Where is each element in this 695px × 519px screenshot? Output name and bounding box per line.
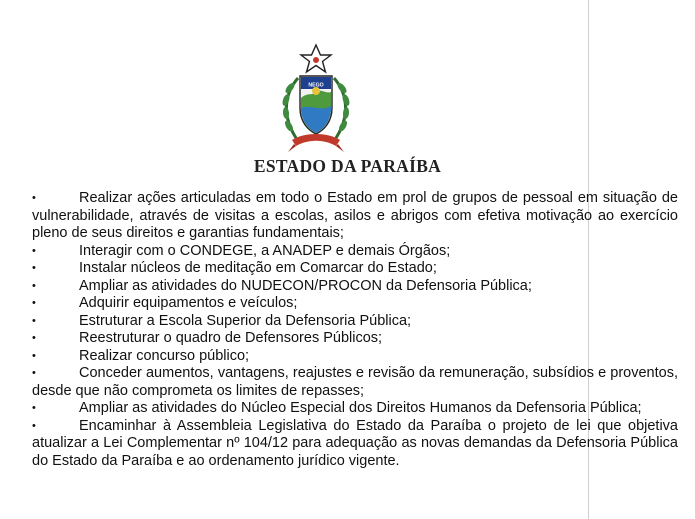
list-item-text: Estruturar a Escola Superior da Defensoria Pública; <box>79 312 412 329</box>
list-item-text: Realizar concurso público; <box>79 347 250 364</box>
bullet-icon: • <box>32 332 36 344</box>
list-item-text: Encaminhar à Assembleia Legislativa do Estado da Paraíba o projeto de lei que objetiva atualizar a Lei Complementar nº 104/12 para adequação as novas demandas da Defensoria Pública do Estado da Paraíba e ao ordenamento jurídico vigente. <box>32 417 678 469</box>
list-item-text: Adquirir equipamentos e veículos; <box>79 295 298 311</box>
bullet-icon: • <box>32 402 36 414</box>
bullet-icon: • <box>32 192 36 204</box>
list-item <box>32 260 678 278</box>
bullet-icon: • <box>32 297 36 309</box>
bullet-icon: • <box>32 244 36 257</box>
list-item-text: Ampliar as atividades do Núcleo Especial dos Direitos Humanos da Defensoria Pública; <box>79 400 642 416</box>
list-item <box>32 190 678 243</box>
bullet-list <box>32 190 678 470</box>
bullet-icon: • <box>32 419 36 432</box>
list-item <box>32 330 678 348</box>
list-item <box>32 243 678 261</box>
bullet-icon: • <box>32 314 36 327</box>
list-item <box>32 400 678 418</box>
list-item-text: Ampliar as atividades do NUDECON/PROCON da Defensoria Pública; <box>79 277 532 294</box>
list-item <box>32 278 678 296</box>
bullet-icon: • <box>32 262 36 274</box>
paraiba-coat-of-arms-icon <box>272 42 360 154</box>
list-item <box>32 418 678 471</box>
bullet-icon: • <box>32 279 36 292</box>
list-item <box>32 295 678 313</box>
list-item-text: Instalar núcleos de meditação em Comarcar do Estado; <box>79 260 437 276</box>
list-item-text: Reestruturar o quadro de Defensores Públicos; <box>79 330 383 346</box>
bullet-icon: • <box>32 367 36 379</box>
list-item-text: Conceder aumentos, vantagens, reajustes e revisão da remuneração, subsídios e proventos, desde que não comprometa os limites de repasses; <box>32 365 678 399</box>
list-item <box>32 348 678 366</box>
list-item-text: Interagir com o CONDEGE, a ANADEP e demais Órgãos; <box>79 242 451 259</box>
list-item <box>32 313 678 331</box>
bullet-icon: • <box>32 349 36 362</box>
state-title: ESTADO DA PARAÍBA <box>253 156 442 176</box>
svg-text:NEGO: NEGO <box>308 82 324 89</box>
list-item-text: Realizar ações articuladas em todo o Estado em prol de grupos de pessoal em situação de vulnerabilidade, através de visitas a escolas, asilos e abrigos com efetiva motivação ao exercício pleno de seus direitos e garantias fundamentais; <box>32 190 678 241</box>
list-item <box>32 365 678 400</box>
